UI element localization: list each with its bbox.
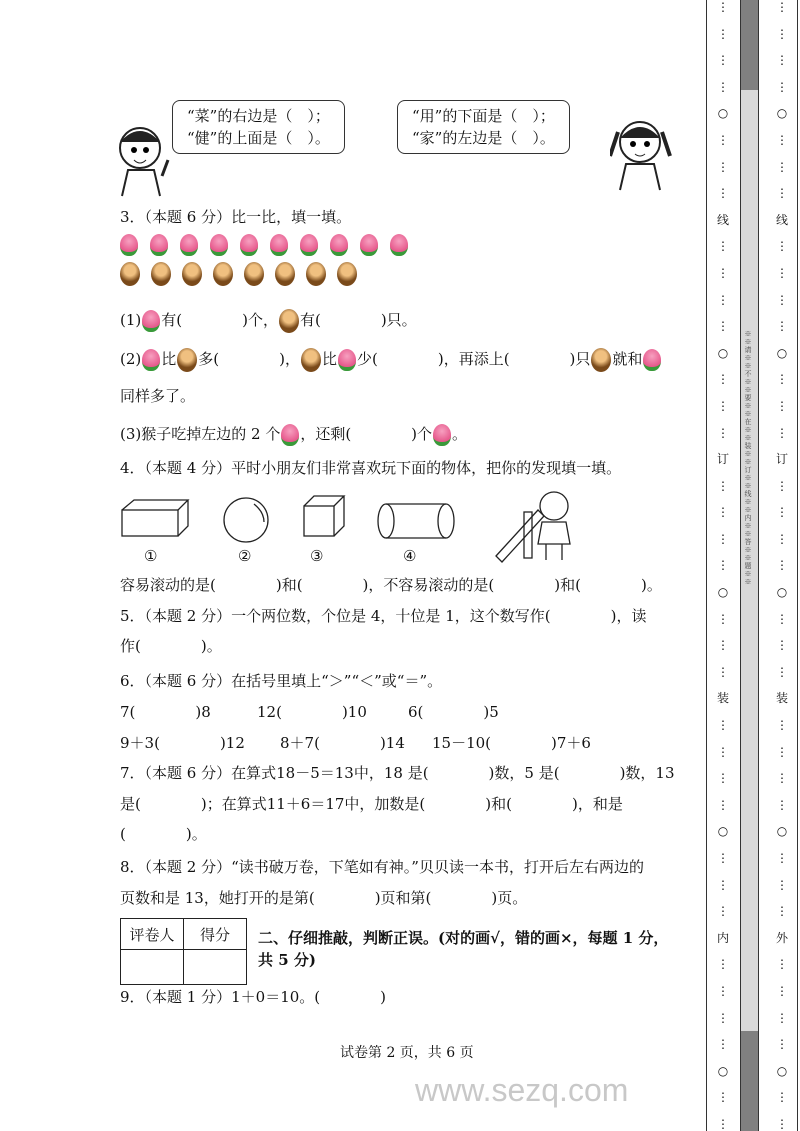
page-footer: 试卷第 2 页，共 6 页 [340, 1045, 474, 1061]
dots-divider: ⋮ [776, 53, 788, 68]
peach-icon [150, 234, 168, 256]
q5-line2: 作( )。 [120, 637, 222, 655]
circle-mark: ○ [717, 585, 729, 600]
dots-divider: ⋮ [776, 664, 788, 679]
peach-icon [240, 234, 258, 256]
peach-icon [210, 234, 228, 256]
monkey-icon [244, 262, 264, 286]
text: 多( )， [198, 350, 300, 368]
text: 比 [161, 350, 177, 368]
grader-cell[interactable] [121, 950, 184, 985]
q6-title: 6．（本题 6 分）在括号里填上“＞”“＜”或“＝”。 [120, 672, 443, 690]
margin-word: 订 [716, 452, 729, 467]
monkey-icon [182, 262, 202, 286]
margin-word: 装 [775, 691, 788, 706]
circle-mark: ○ [776, 1063, 788, 1078]
text: 少( )，再添上( )只 [357, 350, 591, 368]
dots-divider: ⋮ [717, 132, 729, 147]
dots-divider: ⋮ [717, 372, 729, 387]
section-heading: 二、仔细推敲，判断正误。(对的画√，错的画×，每题 1 分， [258, 929, 669, 947]
dots-divider: ⋮ [717, 1116, 729, 1131]
dots-divider: ⋮ [717, 877, 729, 892]
text: 有( )只。 [299, 311, 417, 329]
compare-item: 15－10( )7＋6 [432, 734, 591, 752]
dots-divider: ⋮ [776, 983, 788, 998]
dots-divider: ⋮ [776, 1010, 788, 1025]
dots-divider: ⋮ [776, 398, 788, 413]
monkey-icon [337, 262, 357, 286]
monkey-icon [301, 348, 321, 372]
circle-mark: ○ [717, 1063, 729, 1078]
dots-divider: ⋮ [776, 797, 788, 812]
monkey-row [120, 262, 368, 286]
peach-icon [300, 234, 318, 256]
dots-divider: ⋮ [717, 478, 729, 493]
boy-illustration [112, 120, 172, 202]
monkey-icon [177, 348, 197, 372]
score-table [120, 918, 247, 985]
dots-divider: ⋮ [776, 319, 788, 334]
q8-line1: 8．（本题 2 分）“读书破万卷，下笔如有神。”贝贝读一本书，打开后左右两边的 [120, 858, 644, 876]
dots-divider: ⋮ [776, 611, 788, 626]
bubble-line: “健”的上面是（ ）。 [187, 129, 330, 147]
q4-answer: 容易滚动的是( )和( )，不容易滚动的是( )和( )。 [120, 576, 662, 594]
peach-icon [360, 234, 378, 256]
monkey-icon [275, 262, 295, 286]
margin-word: 线 [775, 212, 788, 227]
dots-divider: ⋮ [717, 664, 729, 679]
text: 比 [321, 350, 337, 368]
q9: 9．（本题 1 分）1＋0＝10。( ) [120, 988, 387, 1006]
monkey-icon [151, 262, 171, 286]
monkey-icon [591, 348, 611, 372]
q7-line3: ( )。 [120, 825, 207, 843]
peach-row [120, 234, 420, 256]
margin-border [797, 0, 798, 1131]
shape-label: ④ [403, 547, 417, 565]
peach-icon [281, 424, 299, 446]
dots-divider: ⋮ [776, 638, 788, 653]
dots-divider: ⋮ [717, 186, 729, 201]
dots-divider: ⋮ [776, 877, 788, 892]
dots-divider: ⋮ [717, 319, 729, 334]
dots-divider: ⋮ [717, 957, 729, 972]
dots-divider: ⋮ [776, 239, 788, 254]
dots-divider: ⋮ [776, 425, 788, 440]
dots-divider: ⋮ [717, 851, 729, 865]
shapes-figure [118, 490, 588, 565]
text: 有( )个， [161, 311, 278, 329]
binding-strip [740, 0, 759, 1131]
circle-mark: ○ [776, 345, 788, 360]
dots-divider: ⋮ [776, 718, 788, 733]
dots-divider: ⋮ [717, 718, 729, 733]
speech-bubble-right [397, 100, 570, 154]
compare-item: 9＋3( )12 [120, 734, 245, 752]
dots-divider: ⋮ [776, 265, 788, 280]
dots-divider: ⋮ [717, 425, 729, 440]
dots-divider: ⋮ [776, 132, 788, 147]
circle-mark: ○ [776, 585, 788, 600]
peach-icon [270, 234, 288, 256]
text: (3)猴子吃掉左边的 2 个 [120, 425, 281, 443]
strip-notice: ※※请※※不※※要※※在※※装※※订※※线※※内※※答※※题※※ [744, 330, 752, 586]
q3-part2-cont: 同样多了。 [120, 387, 196, 405]
dots-divider: ⋮ [717, 53, 729, 68]
circle-mark: ○ [776, 824, 788, 839]
score-cell[interactable] [184, 950, 247, 985]
dots-divider: ⋮ [776, 744, 788, 759]
q3-part1 [120, 309, 417, 333]
dots-divider: ⋮ [776, 292, 788, 307]
dots-divider: ⋮ [717, 771, 729, 786]
watermark: www.sezq.com [415, 1072, 629, 1108]
dots-divider: ⋮ [717, 398, 729, 413]
peach-icon [142, 310, 160, 332]
q3-part2 [120, 348, 662, 372]
monkey-icon [120, 262, 140, 286]
dots-divider: ⋮ [717, 239, 729, 254]
dots-divider: ⋮ [776, 558, 788, 573]
q7-line2: 是( )；在算式11＋6＝17中，加数是( )和( )，和是 [120, 795, 623, 813]
dots-divider: ⋮ [776, 1037, 788, 1052]
strip-dark-bottom [741, 1031, 758, 1131]
margin-column-inner [716, 0, 730, 1131]
peach-icon [330, 234, 348, 256]
strip-dark-top [741, 0, 758, 90]
q4-title: 4．（本题 4 分）平时小朋友们非常喜欢玩下面的物体，把你的发现填一填。 [120, 459, 622, 477]
bubble-line: “菜”的右边是（ ）； [187, 107, 330, 125]
dots-divider: ⋮ [717, 0, 729, 14]
monkey-icon [306, 262, 326, 286]
q3-title: 3．（本题 6 分）比一比，填一填。 [120, 208, 352, 226]
dots-divider: ⋮ [717, 611, 729, 626]
dots-divider: ⋮ [717, 79, 729, 94]
peach-icon [142, 349, 160, 371]
dots-divider: ⋮ [776, 957, 788, 972]
section-heading-cont: 共 5 分) [258, 951, 316, 969]
dots-divider: ⋮ [776, 904, 788, 919]
dots-divider: ⋮ [717, 265, 729, 280]
bubble-line: “用”的下面是（ ）； [412, 107, 555, 125]
dots-divider: ⋮ [717, 558, 729, 573]
dots-divider: ⋮ [776, 26, 788, 41]
dots-divider: ⋮ [776, 159, 788, 174]
dots-divider: ⋮ [717, 159, 729, 174]
dots-divider: ⋮ [717, 505, 729, 520]
margin-word: 内 [716, 930, 729, 945]
grader-header: 评卷人 [121, 919, 184, 950]
shape-label: ② [238, 547, 252, 565]
q3-part3 [120, 424, 467, 446]
margin-word: 订 [775, 452, 788, 467]
compare-item: 7( )8 [120, 703, 211, 721]
circle-mark: ○ [717, 824, 729, 839]
circle-mark: ○ [717, 345, 729, 360]
q7-line1: 7．（本题 6 分）在算式18－5＝13中，18 是( )数，5 是( )数，13 [120, 764, 675, 782]
dots-divider: ⋮ [717, 797, 729, 812]
dots-divider: ⋮ [717, 638, 729, 653]
dots-divider: ⋮ [717, 983, 729, 998]
dots-divider: ⋮ [717, 1010, 729, 1025]
dots-divider: ⋮ [717, 744, 729, 759]
shape-label: ③ [310, 547, 324, 565]
dots-divider: ⋮ [776, 186, 788, 201]
dots-divider: ⋮ [776, 771, 788, 786]
dots-divider: ⋮ [717, 292, 729, 307]
dots-divider: ⋮ [776, 851, 788, 865]
dots-divider: ⋮ [776, 372, 788, 387]
girl-illustration [610, 112, 672, 196]
label: (1) [120, 311, 142, 329]
label: (2) [120, 350, 142, 368]
peach-icon [390, 234, 408, 256]
text: 。 [452, 425, 468, 443]
peach-icon [433, 424, 451, 446]
peach-icon [120, 234, 138, 256]
dots-divider: ⋮ [776, 1116, 788, 1131]
speech-bubble-left [172, 100, 345, 154]
margin-column-outer [775, 0, 789, 1131]
score-header: 得分 [184, 919, 247, 950]
bubble-line: “家”的左边是（ ）。 [412, 129, 555, 147]
dots-divider: ⋮ [776, 505, 788, 520]
dots-divider: ⋮ [717, 1090, 729, 1105]
peach-icon [643, 349, 661, 371]
circle-mark: ○ [776, 106, 788, 121]
margin-word: 装 [716, 691, 729, 706]
peach-icon [180, 234, 198, 256]
q8-line2: 页数和是 13，她打开的是第( )页和第( )页。 [120, 889, 528, 907]
monkey-icon [279, 309, 299, 333]
margin-word: 线 [716, 212, 729, 227]
compare-item: 6( )5 [408, 703, 499, 721]
dots-divider: ⋮ [717, 26, 729, 41]
dots-divider: ⋮ [717, 904, 729, 919]
q5-line1: 5．（本题 2 分）一个两位数，个位是 4，十位是 1，这个数写作( )，读 [120, 607, 647, 625]
dots-divider: ⋮ [776, 478, 788, 493]
text: 就和 [612, 350, 643, 368]
dots-divider: ⋮ [776, 79, 788, 94]
margin-border [706, 0, 707, 1131]
text: ，还剩( )个 [300, 425, 433, 443]
circle-mark: ○ [717, 106, 729, 121]
compare-item: 12( )10 [257, 703, 367, 721]
dots-divider: ⋮ [776, 1090, 788, 1105]
shape-label: ① [144, 547, 158, 565]
peach-icon [338, 349, 356, 371]
monkey-icon [213, 262, 233, 286]
dots-divider: ⋮ [776, 531, 788, 546]
dots-divider: ⋮ [717, 1037, 729, 1052]
margin-word: 外 [775, 930, 788, 945]
compare-item: 8＋7( )14 [280, 734, 405, 752]
dots-divider: ⋮ [717, 531, 729, 546]
dots-divider: ⋮ [776, 0, 788, 14]
